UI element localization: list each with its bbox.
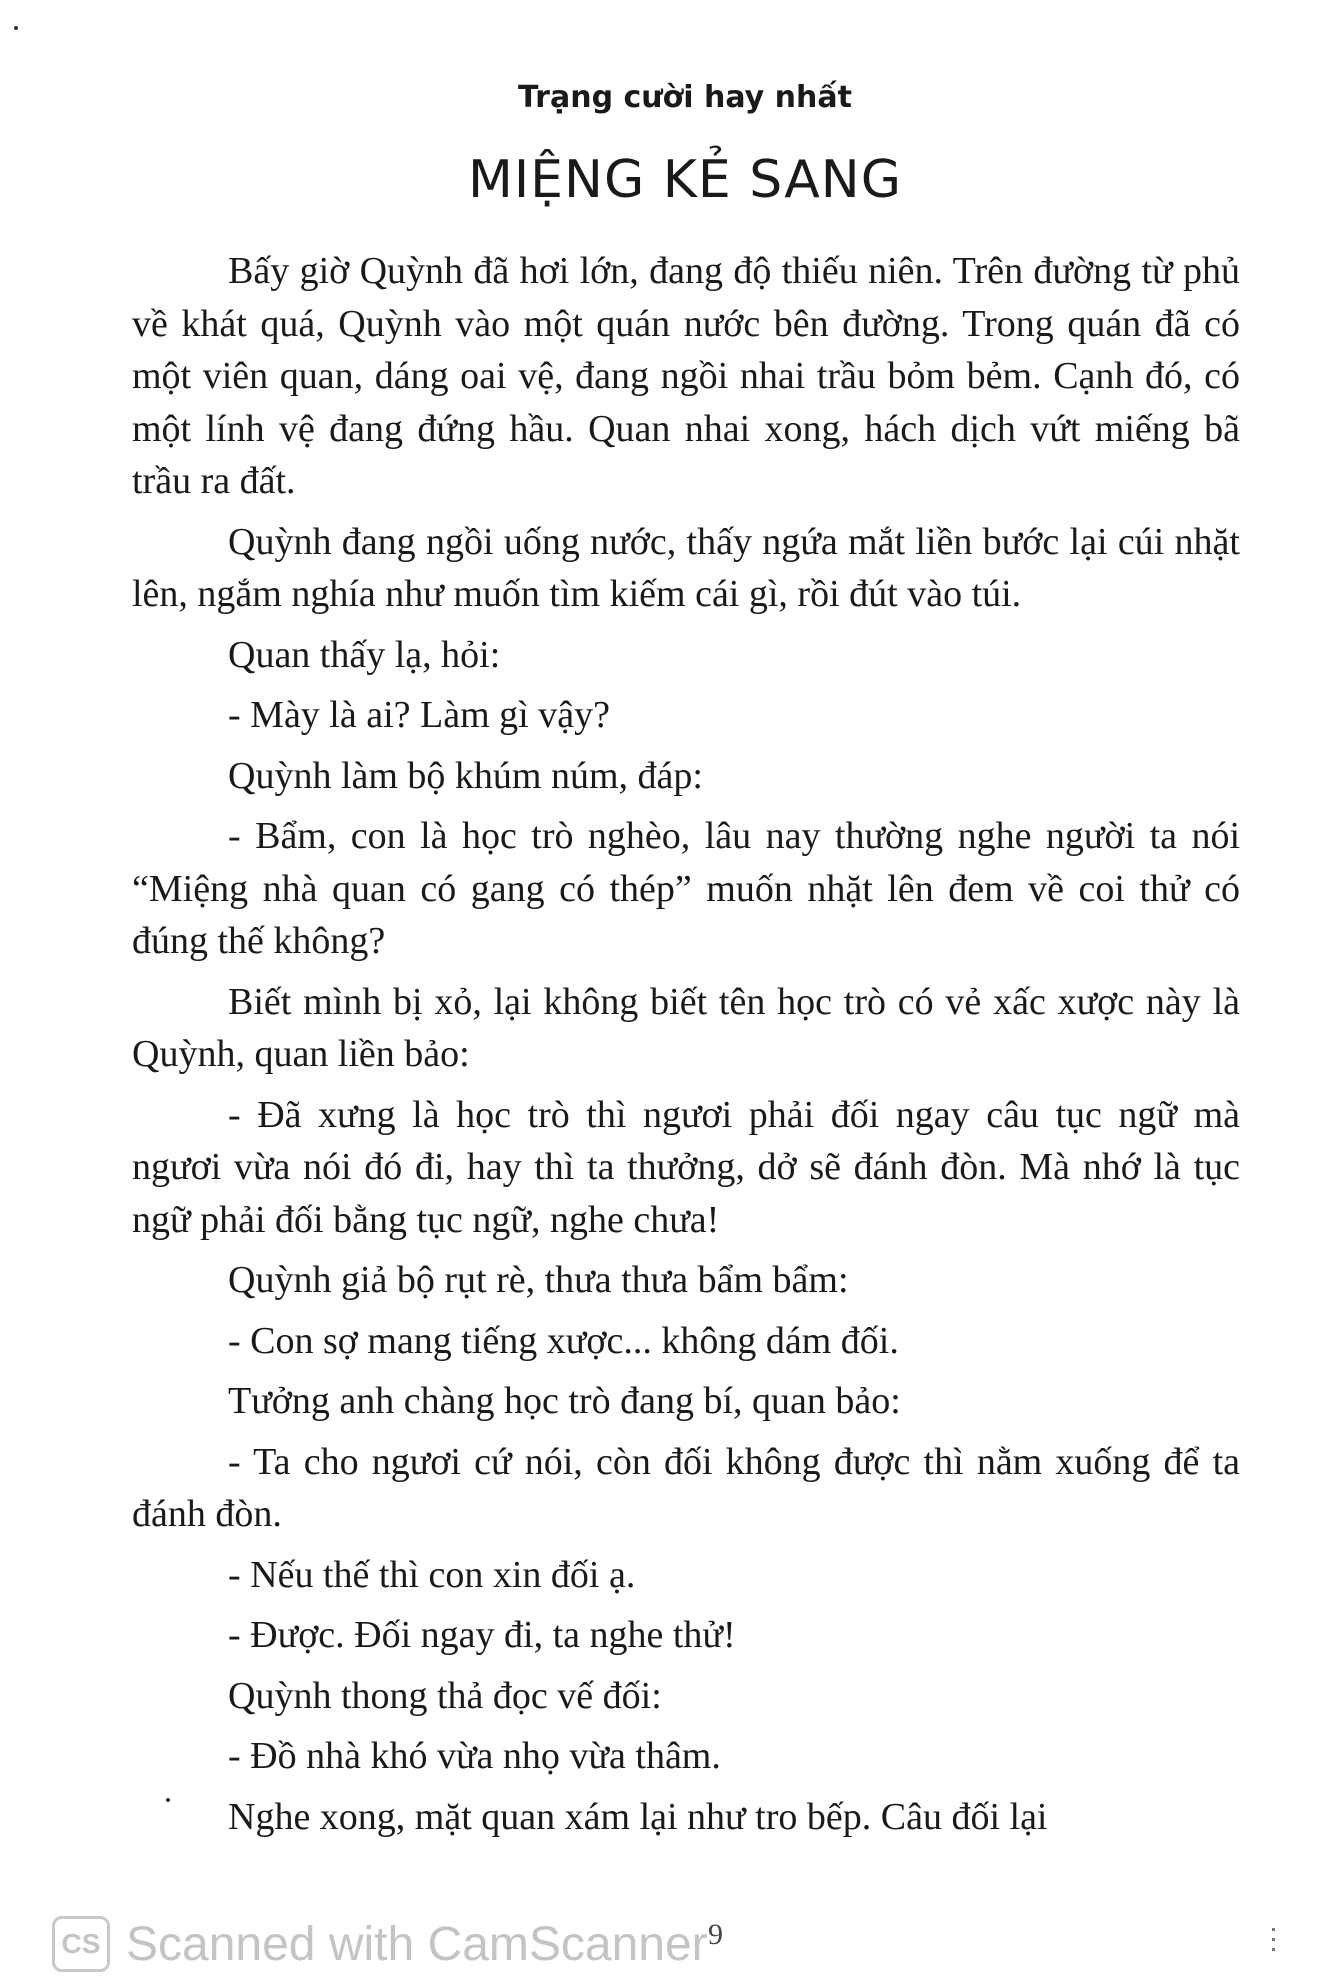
watermark-text: Scanned with CamScanner <box>126 1917 708 1971</box>
running-title: Trạng cười hay nhất <box>518 80 852 115</box>
camscanner-logo-icon: CS <box>52 1916 110 1972</box>
paragraph: Tưởng anh chàng học trò đang bí, quan bảo: <box>228 1380 901 1422</box>
paragraph: - Được. Đối ngay đi, ta nghe thử! <box>228 1614 736 1656</box>
paragraph: - Đã xưng là học trò thì ngươi phải đối ngay câu tục ngữ mà ngươi vừa nói đó đi, hay thì ta thưởng, dở sẽ đánh đòn. Mà nhớ là tục ngữ phải đối bằng tục ngữ, nghe chưa! <box>132 1093 1240 1241</box>
paragraph: Quỳnh đang ngồi uống nước, thấy ngứa mắt liền bước lại cúi nhặt lên, ngắm nghía như muốn tìm kiếm cái gì, rồi đút vào túi. <box>132 520 1240 615</box>
paragraph: - Mày là ai? Làm gì vậy? <box>228 694 610 736</box>
scanner-watermark <box>52 1912 708 1976</box>
story-title: MIỆNG KẺ SANG <box>467 150 902 210</box>
edge-mark <box>1272 1938 1275 1941</box>
paragraph: - Bẩm, con là học trò nghèo, lâu nay thường nghe người ta nói “Miệng nhà quan có gang có thép” muốn nhặt lên đem về coi thử có đúng thế không? <box>132 815 1240 962</box>
paragraph: Quan thấy lạ, hỏi: <box>228 633 501 676</box>
paragraph: Biết mình bị xỏ, lại không biết tên học trò có vẻ xấc xược này là Quỳnh, quan liền bảo: <box>132 980 1240 1075</box>
paragraph: - Con sợ mang tiếng xược... không dám đối. <box>228 1319 899 1362</box>
edge-mark <box>1272 1948 1275 1951</box>
paragraph: Nghe xong, mặt quan xám lại như tro bếp. Câu đối lại <box>228 1795 1048 1838</box>
page-number: 9 <box>708 1918 723 1951</box>
edge-mark <box>1272 1928 1275 1931</box>
paragraph: - Đồ nhà khó vừa nhọ vừa thâm. <box>228 1735 721 1777</box>
story-body <box>132 245 1240 1851</box>
paragraph: Quỳnh thong thả đọc vế đối: <box>228 1674 662 1717</box>
paragraph: Quỳnh giả bộ rụt rè, thưa thưa bẩm bẩm: <box>228 1259 849 1301</box>
paragraph: - Nếu thế thì con xin đối ạ. <box>228 1553 636 1596</box>
paragraph: - Ta cho ngươi cứ nói, còn đối không được thì nằm xuống để ta đánh đòn. <box>132 1440 1240 1535</box>
paragraph: Bấy giờ Quỳnh đã hơi lớn, đang độ thiếu niên. Trên đường từ phủ về khát quá, Quỳnh vào một quán nước bên đường. Trong quán đã có một viên quan, dáng oai vệ, đang ngồi nhai trầu bỏm bẻm. Cạnh đó, có một lính vệ đang đứng hầu. Quan nhai xong, hách dịch vứt miếng bã trầu ra đất. <box>132 250 1240 502</box>
edge-marks <box>1272 1928 1276 1968</box>
paragraph: Quỳnh làm bộ khúm núm, đáp: <box>228 754 703 797</box>
scan-speck <box>14 26 18 30</box>
